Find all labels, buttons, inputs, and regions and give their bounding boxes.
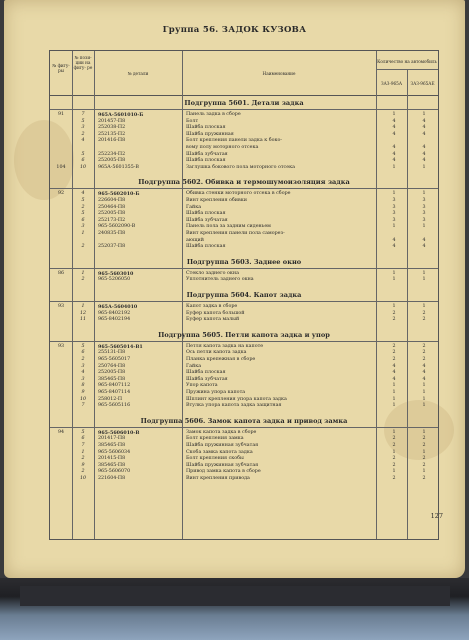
- page-number: 127: [430, 512, 443, 520]
- part-name: вому полу моторного отсека: [186, 145, 259, 150]
- part-number: 201417-П8: [98, 436, 126, 442]
- qty-965ae: 4: [422, 118, 426, 124]
- qty-965ae: 1: [422, 270, 426, 276]
- part-name: Гайка: [186, 204, 202, 210]
- position-number: 7: [81, 443, 85, 448]
- qty-965a: 1: [392, 396, 396, 402]
- qty-965ae: 4: [422, 237, 426, 243]
- position-number: 10: [79, 164, 87, 170]
- part-number: 252037-П8: [98, 244, 126, 250]
- table-row: [50, 244, 438, 251]
- table-row: [50, 138, 438, 145]
- position-number: 7: [81, 403, 85, 409]
- qty-965a: 4: [392, 237, 396, 243]
- header-fig: № фигу- ры: [52, 63, 70, 73]
- table-row: [50, 443, 438, 450]
- position-number: 1: [81, 449, 85, 455]
- qty-965a: 1: [392, 164, 396, 170]
- qty-965a: 4: [392, 244, 396, 250]
- position-number: 11: [79, 317, 87, 323]
- part-name: Петля капота задка на капоте: [186, 343, 264, 349]
- part-number: 965-5606010-В: [98, 429, 140, 436]
- qty-965a: 1: [392, 469, 396, 475]
- part-number: 965-5206050: [98, 277, 131, 283]
- part-number: 965-5605116: [98, 403, 131, 409]
- part-name: Шайба плоская: [186, 125, 226, 131]
- qty-965a: 4: [392, 145, 396, 150]
- qty-965ae: 2: [422, 462, 426, 468]
- subgroup-title: Подгруппа 5602. Обивка и термошумоизоляция задка: [50, 178, 438, 189]
- table-row: [50, 158, 438, 165]
- position-number: 5: [81, 118, 85, 124]
- qty-965a: 2: [392, 436, 396, 442]
- part-number: 965-8402194: [98, 317, 131, 323]
- table-row: [50, 476, 438, 483]
- position-number: 3: [81, 125, 85, 131]
- qty-965a: 4: [392, 376, 396, 382]
- part-number: 385465-П8: [98, 376, 126, 382]
- position-number: 1: [81, 304, 85, 309]
- subgroup-title: Подгруппа 5604. Капот задка: [50, 291, 438, 302]
- position-number: 2: [81, 131, 85, 137]
- qty-965ae: 4: [422, 125, 426, 131]
- qty-965a: 1: [392, 277, 396, 283]
- part-name: Панель пола за задним сиденьем: [186, 224, 271, 230]
- qty-965a: 4: [392, 363, 396, 369]
- qty-965ae: 1: [422, 390, 426, 395]
- qty-965ae: 2: [422, 436, 426, 442]
- fig-number: 94: [57, 429, 65, 435]
- position-number: 9: [81, 462, 85, 468]
- qty-965a: 3: [392, 198, 396, 203]
- qty-965a: 2: [392, 476, 396, 481]
- part-number: 240835-П8: [98, 231, 126, 236]
- part-name: Болт: [186, 118, 199, 124]
- part-number: 965-8407114: [98, 390, 131, 395]
- position-number: 6: [81, 436, 85, 442]
- table-row: [50, 277, 438, 284]
- fig-number: 91: [57, 112, 65, 117]
- part-name: Шайба пружинная зубчатая: [186, 443, 259, 448]
- subgroup-title: Подгруппа 5601. Детали задка: [50, 99, 438, 110]
- qty-965ae: 2: [422, 343, 426, 349]
- page-title: Группа 56. ЗАДОК КУЗОВА: [162, 25, 307, 35]
- header-q1: ЗАЗ-965А: [381, 81, 402, 86]
- part-number: 965-5605014-В1: [98, 343, 143, 350]
- qty-965a: 1: [392, 224, 396, 230]
- qty-965ae: 4: [422, 376, 426, 382]
- part-number: 252005-П8: [98, 211, 126, 217]
- position-number: 1: [81, 270, 85, 276]
- part-number: 965-5606034: [98, 449, 131, 455]
- position-number: 5: [81, 198, 85, 203]
- qty-965a: 2: [392, 317, 396, 323]
- qty-965ae: 2: [422, 350, 426, 356]
- subgroup-title: Подгруппа 5606. Замок капота задка и привод замка: [50, 417, 438, 428]
- part-number: 965-5602010-Б: [98, 191, 140, 198]
- position-number: 2: [81, 469, 85, 475]
- part-name: Винт крепления панели пола саморез-: [186, 231, 285, 236]
- qty-965a: 1: [392, 304, 396, 309]
- table-row: [50, 436, 438, 443]
- fig-number: 93: [57, 304, 65, 309]
- position-number: 1: [81, 231, 85, 236]
- position-number: 9: [81, 390, 85, 395]
- qty-965ae: 2: [422, 317, 426, 323]
- part-name: Заглушка бокового пола моторного отсека: [186, 164, 295, 170]
- position-number: 4: [81, 370, 85, 376]
- qty-965a: 2: [392, 357, 396, 362]
- part-number: 385465-П8: [98, 462, 126, 468]
- part-name: ающий: [186, 237, 204, 243]
- qty-965a: 1: [392, 191, 396, 197]
- position-number: 2: [81, 456, 85, 462]
- table-row: [50, 469, 438, 476]
- part-name: Буфер капота малый: [186, 317, 240, 323]
- table-row: [50, 390, 438, 397]
- part-name: Стекло заднего окна: [186, 270, 239, 276]
- part-number: 221604-П8: [98, 476, 126, 481]
- part-number: 965-8402192: [98, 310, 131, 316]
- position-number: 7: [81, 112, 85, 117]
- position-number: 5: [81, 429, 85, 435]
- position-number: 3: [81, 224, 85, 230]
- part-name: Уплотнитель заднего окна: [186, 277, 254, 283]
- qty-965ae: 4: [422, 151, 426, 157]
- qty-965a: 4: [392, 158, 396, 164]
- position-number: 5: [81, 343, 85, 349]
- part-number: 252005-П8: [98, 370, 126, 376]
- qty-965ae: 1: [422, 191, 426, 197]
- part-name: Шайба зубчатая: [186, 376, 228, 382]
- qty-965a: 4: [392, 370, 396, 376]
- qty-965a: 3: [392, 217, 396, 223]
- part-name: Болт крепления замка: [186, 436, 244, 442]
- part-number: 965-5606070: [98, 469, 131, 475]
- part-name: Шайба пружинная зубчатая: [186, 462, 259, 468]
- scan-background: [0, 578, 469, 640]
- position-number: 6: [81, 217, 85, 223]
- part-name: Втулка упора капота задка защитная: [186, 403, 282, 409]
- part-number: 250764-П8: [98, 363, 126, 369]
- part-name: Шайба плоская: [186, 370, 226, 376]
- fig-number: 92: [57, 191, 65, 197]
- position-number: 4: [81, 191, 85, 197]
- qty-965a: 3: [392, 204, 396, 210]
- part-number: 385465-П8: [98, 443, 126, 448]
- qty-965ae: 4: [422, 158, 426, 164]
- qty-965ae: 1: [422, 403, 426, 409]
- qty-965ae: 1: [422, 164, 426, 170]
- part-name: Шайба зубчатая: [186, 151, 228, 157]
- table-row: [50, 304, 438, 311]
- position-number: 2: [81, 204, 85, 210]
- table-row: [50, 191, 438, 198]
- part-name: Привод замка капота в сборе: [186, 469, 261, 475]
- table-row: [50, 224, 438, 231]
- table-row: [50, 231, 438, 238]
- document-page: [4, 0, 465, 578]
- qty-965a: 2: [392, 343, 396, 349]
- position-number: 8: [81, 383, 85, 389]
- part-number: 965-5602090-В: [98, 224, 136, 230]
- qty-965ae: 3: [422, 204, 426, 210]
- position-number: 12: [79, 310, 87, 316]
- header-name: Наименование: [262, 71, 296, 76]
- part-name: Шайба плоская: [186, 211, 226, 217]
- position-number: 2: [81, 357, 85, 362]
- qty-965ae: 2: [422, 456, 426, 462]
- qty-965ae: 1: [422, 277, 426, 283]
- part-number: 201416-П8: [98, 138, 126, 144]
- qty-965a: 1: [392, 390, 396, 395]
- part-name: Пружина упора капота: [186, 390, 246, 395]
- table-row: [50, 357, 438, 364]
- part-number: 258012-П: [98, 396, 123, 402]
- qty-965a: 1: [392, 449, 396, 455]
- qty-965ae: 1: [422, 112, 426, 117]
- part-name: Буфер капота большой: [186, 310, 245, 316]
- parts-table: [49, 50, 439, 540]
- part-name: Болт крепления скобы: [186, 456, 244, 462]
- qty-965a: 1: [392, 112, 396, 117]
- qty-965ae: 4: [422, 145, 426, 150]
- part-name: Замок капота задка в сборе: [186, 429, 257, 435]
- part-number: 201457-П8: [98, 118, 126, 124]
- table-row: [50, 370, 438, 377]
- position-number: 2: [81, 277, 85, 283]
- qty-965a: 4: [392, 118, 396, 124]
- fig-number: 104: [56, 164, 66, 170]
- part-name: Упор капота: [186, 383, 218, 389]
- table-row: [50, 317, 438, 324]
- qty-965a: 1: [392, 429, 396, 435]
- qty-965ae: 4: [422, 131, 426, 137]
- table-row: [50, 456, 438, 463]
- part-number: 252005-П8: [98, 158, 126, 164]
- part-name: Шайба плоская: [186, 158, 226, 164]
- subgroup-title: Подгруппа 5603. Заднее окно: [50, 258, 438, 269]
- qty-965ae: 1: [422, 383, 426, 389]
- qty-965a: 1: [392, 270, 396, 276]
- qty-965a: 2: [392, 456, 396, 462]
- qty-965ae: 1: [422, 469, 426, 475]
- part-name: Шайба зубчатая: [186, 217, 228, 223]
- qty-965ae: 2: [422, 476, 426, 481]
- header-qty: Количество на автомобиль: [377, 59, 437, 64]
- table-row: [50, 125, 438, 132]
- header-pos: № пози- ции на фигу- ре: [73, 55, 93, 70]
- qty-965a: 2: [392, 462, 396, 468]
- part-name: Гайка: [186, 363, 202, 369]
- part-number: 250464-П8: [98, 204, 126, 210]
- position-number: 6: [81, 158, 85, 164]
- part-number: 252234-П2: [98, 151, 126, 157]
- qty-965a: 1: [392, 383, 396, 389]
- position-number: 3: [81, 363, 85, 369]
- part-number: 255131-П8: [98, 350, 126, 356]
- table-row: [50, 198, 438, 205]
- qty-965ae: 1: [422, 396, 426, 402]
- part-name: Капот задка в сборе: [186, 304, 238, 309]
- qty-965a: 4: [392, 131, 396, 137]
- position-number: 6: [81, 350, 85, 356]
- table-row: [50, 112, 438, 119]
- qty-965ae: 1: [422, 224, 426, 230]
- part-number: 252173-П2: [98, 217, 126, 223]
- header-q2: ЗАЗ-965АЕ: [410, 81, 435, 86]
- position-number: 10: [79, 476, 87, 481]
- position-number: 10: [79, 396, 87, 402]
- position-number: 3: [81, 376, 85, 382]
- position-number: 4: [81, 138, 85, 144]
- qty-965a: 4: [392, 125, 396, 131]
- fig-number: 86: [57, 270, 65, 276]
- part-name: Планка крепежная в сборе: [186, 357, 256, 362]
- part-number: 201415-П8: [98, 456, 126, 462]
- qty-965ae: 2: [422, 357, 426, 362]
- qty-965ae: 1: [422, 304, 426, 309]
- qty-965ae: 4: [422, 244, 426, 250]
- table-row: [50, 211, 438, 218]
- part-number: 965-5603010: [98, 270, 134, 277]
- qty-965a: 2: [392, 350, 396, 356]
- table-row: [50, 403, 438, 410]
- part-name: Ось петли капота задка: [186, 350, 247, 356]
- part-number: 965-8407112: [98, 383, 131, 389]
- qty-965ae: 2: [422, 310, 426, 316]
- part-number: 965А-5604010: [98, 304, 138, 310]
- part-number: 965А-5601355-В: [98, 164, 139, 170]
- table-row: [50, 145, 438, 152]
- qty-965a: 3: [392, 211, 396, 217]
- qty-965ae: 3: [422, 211, 426, 217]
- fig-number: 93: [57, 343, 65, 349]
- part-name: Болт крепления панели задка к боко-: [186, 138, 283, 144]
- qty-965ae: 4: [422, 370, 426, 376]
- table-row: [50, 383, 438, 390]
- part-name: Панель задка в сборе: [186, 112, 241, 117]
- part-name: Скоба замка капота задка: [186, 449, 253, 455]
- header-part: № детали: [127, 71, 149, 76]
- part-number: 252038-П2: [98, 125, 126, 131]
- qty-965ae: 1: [422, 429, 426, 435]
- qty-965ae: 3: [422, 198, 426, 203]
- position-number: 5: [81, 151, 85, 157]
- part-name: Винт крепления привода: [186, 476, 250, 481]
- qty-965ae: 3: [422, 217, 426, 223]
- part-number: 965-5605017: [98, 357, 131, 362]
- qty-965a: 4: [392, 151, 396, 157]
- part-name: Шплинт крепления упора капота задка: [186, 396, 287, 402]
- table-row: [50, 165, 438, 172]
- qty-965ae: 4: [422, 363, 426, 369]
- part-name: Шайба пружинная: [186, 131, 234, 137]
- part-number: 252135-П2: [98, 131, 126, 137]
- part-name: Шайба плоская: [186, 244, 226, 250]
- part-name: Обивка стенки моторного отсека в сборе: [186, 191, 291, 197]
- qty-965a: 2: [392, 443, 396, 448]
- position-number: 5: [81, 211, 85, 217]
- qty-965ae: 1: [422, 449, 426, 455]
- part-number: 965А-5601010-Б: [98, 112, 144, 118]
- qty-965a: 2: [392, 310, 396, 316]
- subgroup-title: Подгруппа 5605. Петли капота задка и упор: [50, 331, 438, 342]
- part-name: Винт крепления обивки: [186, 198, 247, 203]
- position-number: 2: [81, 244, 85, 250]
- qty-965ae: 2: [422, 443, 426, 448]
- table-header: [50, 51, 438, 96]
- part-number: 226604-П8: [98, 198, 126, 203]
- qty-965a: 1: [392, 403, 396, 409]
- table-row: [50, 350, 438, 357]
